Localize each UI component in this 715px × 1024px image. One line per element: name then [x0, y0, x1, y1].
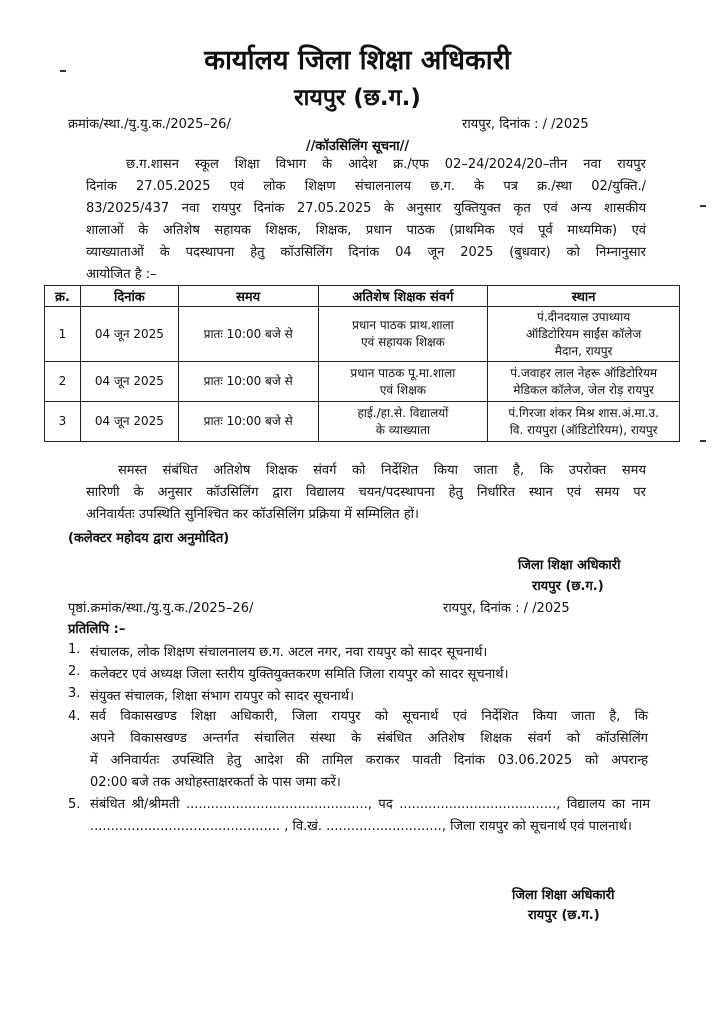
- intro-line: व्याख्याताओं के पदस्थापना हेतु कॉउसिलिंग दिनांक 04 जून 2025 (बुधवार) को निम्नानुसार: [86, 245, 646, 260]
- copy-reference-number: पृष्ठां.क्रमांक/स्था./यु.यु.क./2025–26/: [68, 601, 254, 616]
- cadre-line: एवं शिक्षक: [379, 382, 427, 397]
- table-row: [45, 307, 680, 362]
- cell-serial: 3: [45, 402, 81, 442]
- cell-time: प्रातः 10:00 बजे से: [178, 402, 318, 442]
- office-city: रायपुर (छ.ग.): [294, 85, 421, 111]
- intro-line: 83/2025/437 नवा रायपुर दिनांक 27.05.2025 के अनुसार युक्तियुक्त कृत एवं अन्य शासकीय: [86, 201, 646, 216]
- copy-line: में अनिवार्यतः उपस्थिति हेतु आदेश की तामिल कराकर पावती दिनांक 03.06.2025 को अपरान्ह: [90, 753, 648, 768]
- cell-cadre: [318, 362, 488, 402]
- cadre-line: प्रधान पाठक प्राथ.शाला: [352, 318, 454, 332]
- cadre-line: हाई./हा.से. विद्यालयों: [357, 405, 449, 420]
- approval-note: (कलेक्टर महोदय द्वारा अनुमोदित): [68, 531, 230, 546]
- signature-title: जिला शिक्षा अधिकारी: [512, 888, 615, 903]
- cell-serial: 2: [45, 362, 81, 402]
- copy-number: 2.: [68, 664, 81, 679]
- cell-venue: [488, 402, 680, 442]
- cadre-line: के व्याख्याता: [375, 422, 431, 437]
- cell-serial: 1: [45, 307, 81, 362]
- instruction-line: समस्त संबंधित अतिशेष शिक्षक संवर्ग को निर्देशित किया जाता है, कि उपरोक्त समय: [118, 463, 646, 478]
- schedule-table: [44, 285, 680, 442]
- signature-title: जिला शिक्षा अधिकारी: [518, 558, 621, 573]
- copy-number: 5.: [68, 797, 81, 812]
- subject-heading: //कॉउसिलिंग सूचना//: [305, 139, 410, 154]
- margin-mark: [700, 440, 706, 442]
- table-header-row: [45, 286, 680, 307]
- instruction-line: सारिणी के अनुसार कॉउसिलिंग द्वारा विद्यालय चयन/पदस्थापना हेतु निर्धारित स्थान एवं समय पर: [86, 485, 646, 500]
- instruction-line: अनिवार्यतः उपस्थिति सुनिश्चित कर कॉउसिलिंग प्रक्रिया में सम्मिलित हों।: [86, 507, 419, 522]
- reference-date: रायपुर, दिनांक : / /2025: [462, 117, 589, 132]
- cell-cadre: [318, 307, 488, 362]
- cell-date: 04 जून 2025: [80, 362, 178, 402]
- intro-line: आयोजित है :–: [86, 267, 157, 282]
- cell-time: प्रातः 10:00 बजे से: [178, 362, 318, 402]
- header-cadre: अतिशेष शिक्षक संवर्ग: [318, 286, 488, 307]
- signature-city: रायपुर (छ.ग.): [528, 908, 600, 923]
- reference-number: क्रमांक/स्था./यु.यु.क./2025–26/: [68, 117, 231, 132]
- cell-cadre: [318, 402, 488, 442]
- margin-mark: [700, 205, 706, 207]
- copy-item: कलेक्टर एवं अध्यक्ष जिला स्तरीय युक्तियुक्तकरण समिति जिला रायपुर को सादर सूचनार्थ।: [90, 667, 509, 682]
- header-date: दिनांक: [80, 286, 178, 307]
- header-time: समय: [178, 286, 318, 307]
- cadre-line: प्रधान पाठक पू.मा.शाला: [350, 365, 456, 380]
- venue-line: पं.गिरजा शंकर मिश्र शास.अं.मा.उ.: [508, 405, 659, 420]
- copy-item: संचालक, लोक शिक्षण संचालनालय छ.ग. अटल नगर, नवा रायपुर को सादर सूचनार्थ।: [90, 645, 488, 660]
- venue-line: पं.दीनदयाल उपाध्याय: [537, 309, 631, 324]
- venue-line: मैदान, रायपुर: [554, 343, 613, 358]
- cell-time: प्रातः 10:00 बजे से: [178, 307, 318, 362]
- instruction-paragraph: [86, 460, 646, 526]
- copy-line: 02:00 बजे तक अधोहस्ताक्षरकर्ता के पास जमा करें।: [90, 775, 341, 790]
- signature-city: रायपुर (छ.ग.): [532, 579, 604, 594]
- office-title: कार्यालय जिला शिक्षा अधिकारी: [204, 45, 511, 76]
- table-row: [45, 362, 680, 402]
- table-row: [45, 402, 680, 442]
- copy-heading: प्रतिलिपि :–: [68, 622, 126, 637]
- intro-line: छ.ग.शासन स्कूल शिक्षा विभाग के आदेश क्र./एफ 02–24/2024/20–तीन नवा रायपुर: [126, 157, 646, 172]
- cell-venue: [488, 307, 680, 362]
- cell-date: 04 जून 2025: [80, 307, 178, 362]
- header-venue: स्थान: [488, 286, 680, 307]
- copy-item-4: [90, 706, 648, 794]
- cell-date: 04 जून 2025: [80, 402, 178, 442]
- venue-line: ऑडिटोरियम साईंस कॉलेज: [525, 326, 642, 341]
- copy-line: .............................................. , वि.खं. ............................, जिला रायपुर को सूचनार्थ एवं पालनार्थ।: [90, 819, 632, 834]
- copy-reference-date: रायपुर, दिनांक : / /2025: [443, 601, 570, 616]
- venue-line: मेडिकल कॉलेज, जेल रोड़ रायपुर: [513, 382, 654, 397]
- cadre-line: एवं सहायक शिक्षक: [361, 335, 445, 349]
- intro-line: शालाओं के अतिशेष सहायक शिक्षक, शिक्षक, प्रधान पाठक (प्राथमिक एवं पूर्व माध्यमिक) एवं: [86, 223, 646, 238]
- intro-paragraph: [86, 154, 646, 286]
- header-serial: क्र.: [45, 286, 81, 307]
- copy-number: 4.: [68, 709, 81, 724]
- cell-venue: [488, 362, 680, 402]
- venue-line: वि. रायपुरा (ऑडिटोरियम), रायपुर: [509, 422, 658, 437]
- copy-line: सर्व विकासखण्ड शिक्षा अधिकारी, जिला रायपुर को सूचनार्थ एवं निर्देशित किया जाता है, कि: [90, 709, 648, 724]
- copy-number: 3.: [68, 686, 81, 701]
- copy-number: 1.: [68, 642, 81, 657]
- copy-item: संयुक्त संचालक, शिक्षा संभाग रायपुर को सादर सूचनार्थ।: [90, 689, 354, 704]
- copy-item-5: [90, 794, 650, 838]
- copy-line: अपने विकासखण्ड अन्तर्गत संचालित संस्था के संबंधित अतिशेष शिक्षक संवर्ग को कॉउसिलिंग: [90, 731, 648, 746]
- copy-line: संबंधित श्री/श्रीमती ............................................, पद ......................................, विद्यालय का नाम: [90, 797, 650, 812]
- intro-line: दिनांक 27.05.2025 एवं लोक शिक्षण संचालनालय छ.ग. के पत्र क्र./स्था 02/युक्ति./: [86, 179, 646, 194]
- venue-line: पं.जवाहर लाल नेहरू ऑडिटोरियम: [510, 365, 658, 380]
